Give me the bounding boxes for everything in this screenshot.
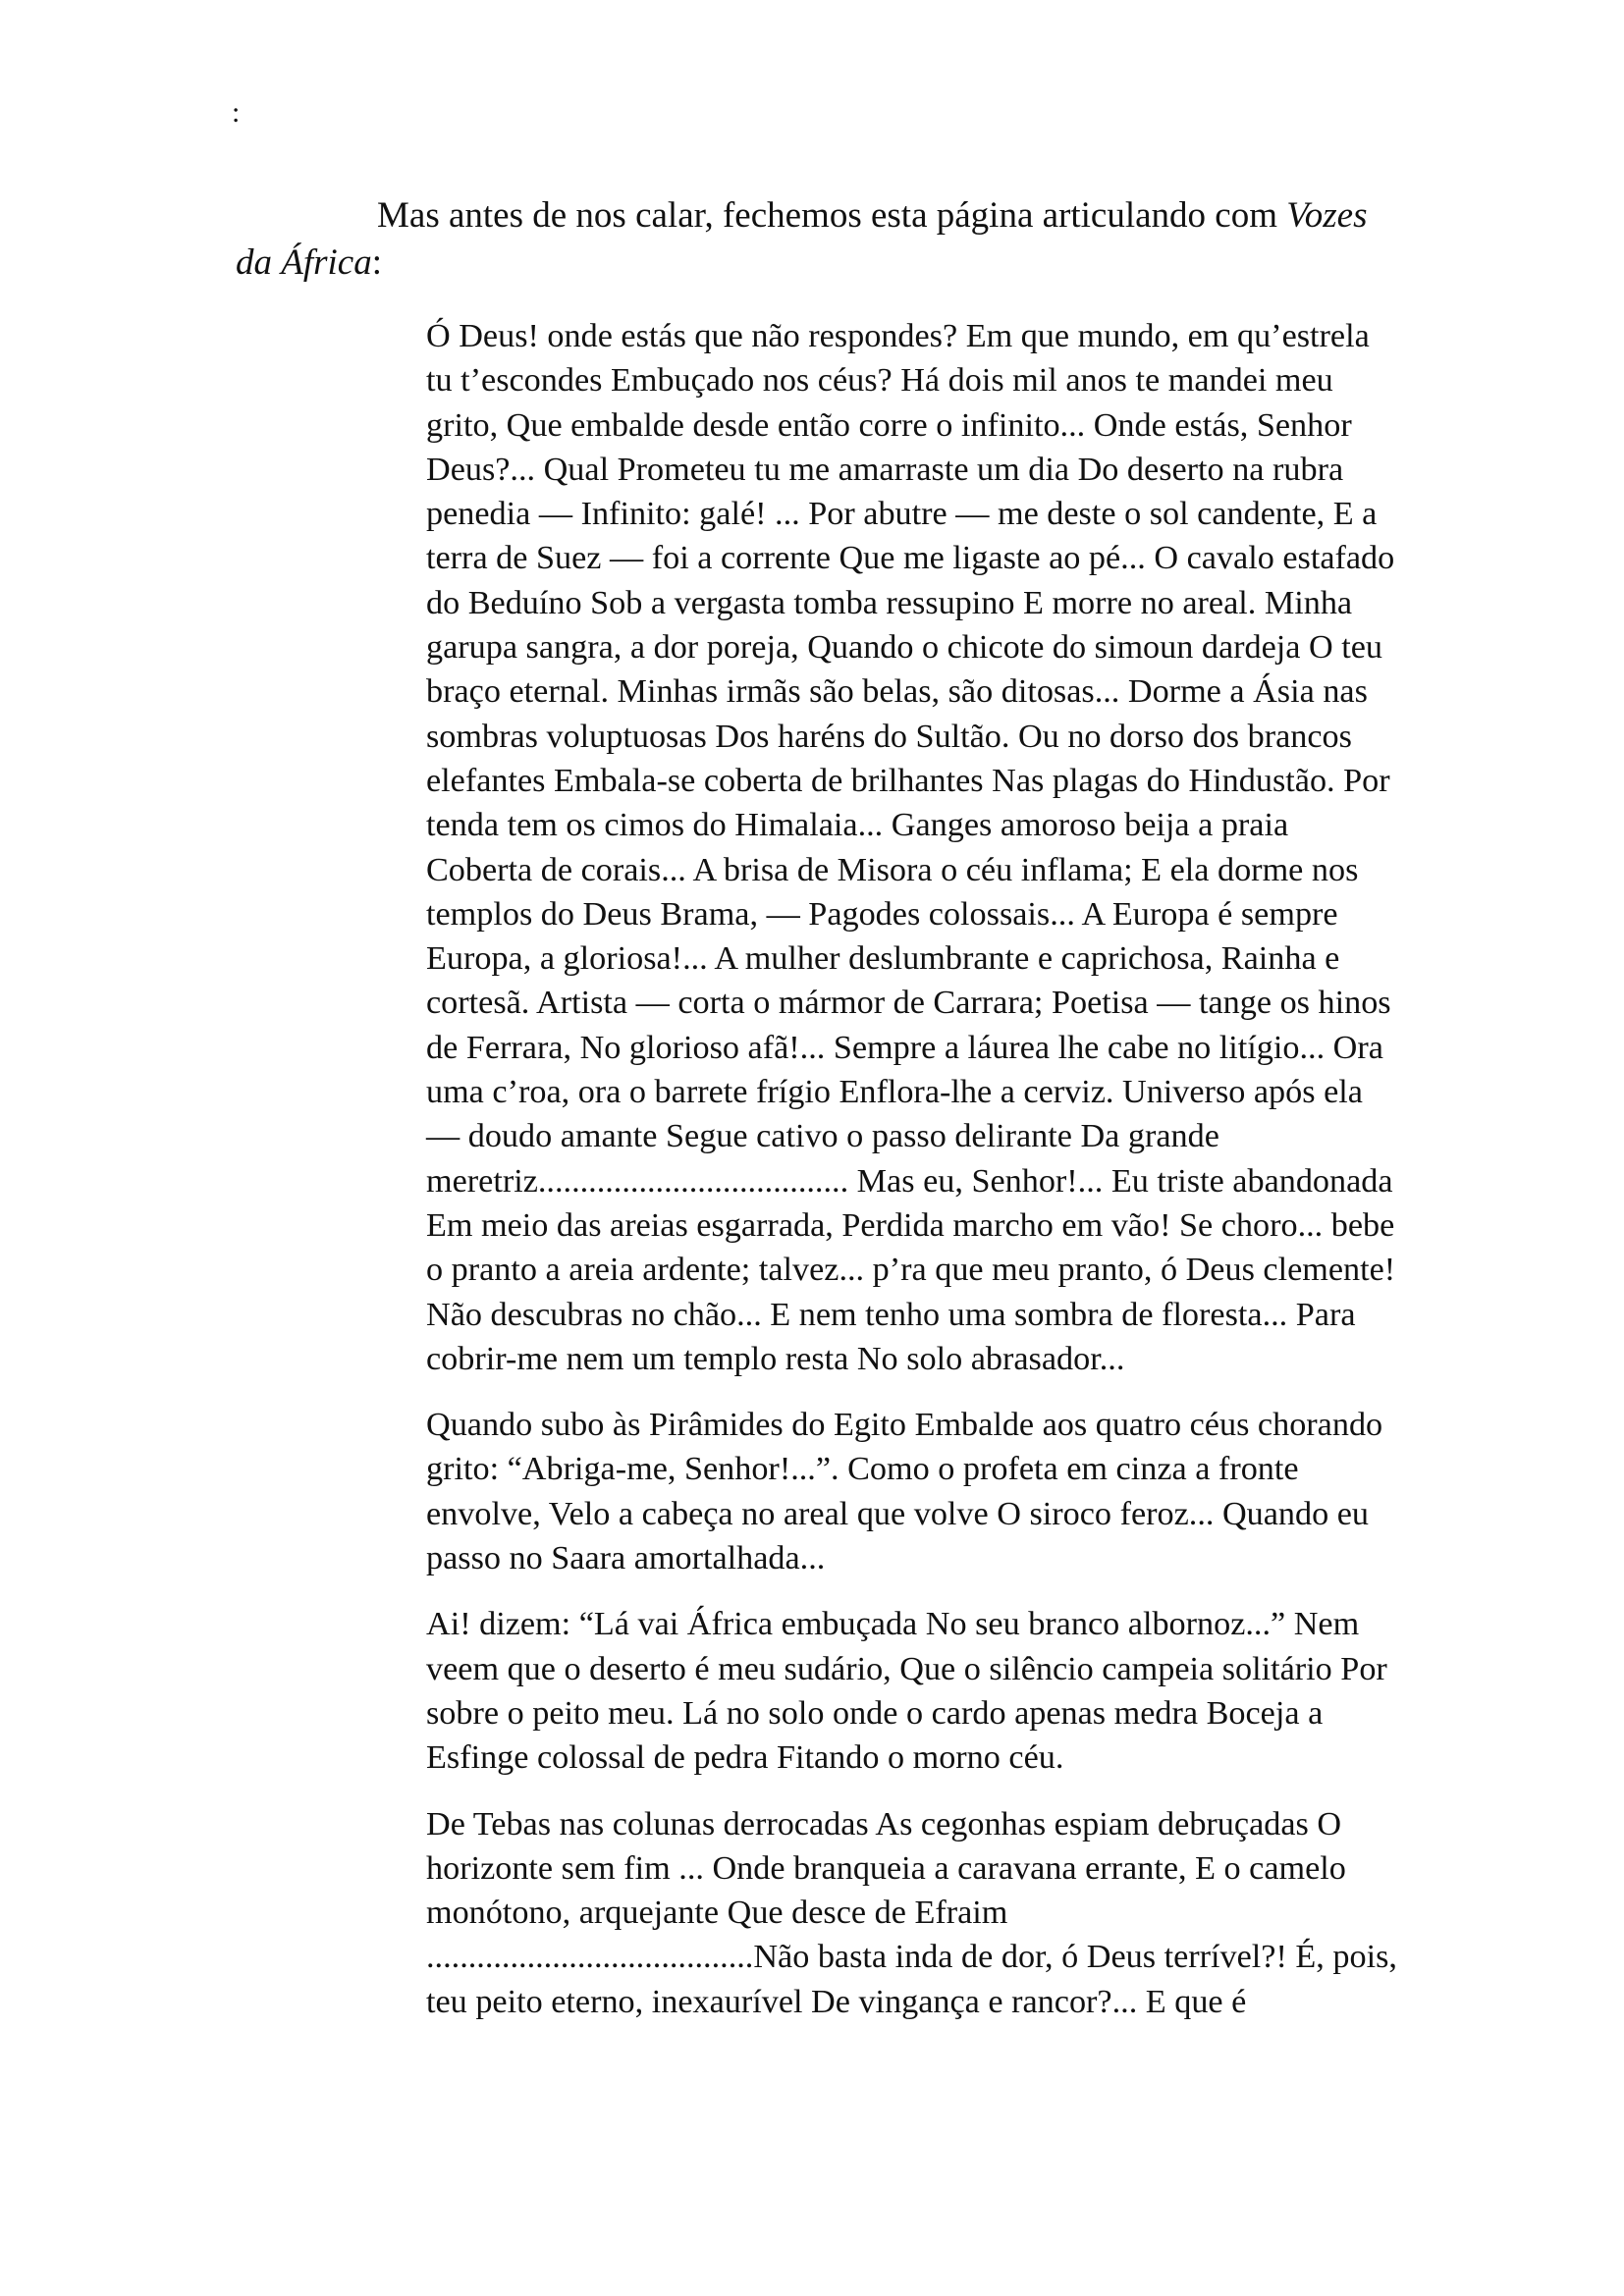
block-quote: [426, 314, 1398, 2046]
quote-paragraph-3: Ai! dizem: “Lá vai África embuçada No seu branco albornoz...” Nem veem que o deserto é meu sudário, Que o silêncio campeia solitário Por sobre o peito meu. Lá no solo onde o cardo apenas medra Boceja a Esfinge colossal de pedra Fitando o morno céu.: [426, 1606, 1387, 1777]
page-marker: :: [232, 96, 241, 129]
poem-title: Vozes da África: [236, 195, 1368, 283]
intro-text: Mas antes de nos calar, fechemos esta página articulando com: [377, 195, 1287, 236]
quote-paragraph-4: De Tebas nas colunas derrocadas As cegonhas espiam debruçadas O horizonte sem fim ... Onde branqueia a caravana errante, E o camelo monótono, arquejante Que desce de Efraim .......................................Não basta inda de dor, ó Deus terrível?! É, pois, teu peito eterno, inexaurível De vingança e rancor?... E que é: [426, 1805, 1397, 2020]
intro-paragraph: [236, 192, 1375, 287]
quote-paragraph-1: Ó Deus! onde estás que não respondes? Em que mundo, em qu’estrela tu t’escondes Embuçado nos céus? Há dois mil anos te mandei meu grito, Que embalde desde então corre o infinito... Onde estás, Senhor Deus?... Qual Prometeu tu me amarraste um dia Do deserto na rubra penedia — Infinito: galé! ... Por abutre — me deste o sol candente, E a terra de Suez — foi a corrente Que me ligaste ao pé... O cavalo estafado do Beduíno Sob a vergasta tomba ressupino E morre no areal. Minha garupa sangra, a dor poreja, Quando o chicote do simoun dardeja O teu braço eternal. Minhas irmãs são belas, são ditosas... Dorme a Ásia nas sombras voluptuosas Dos haréns do Sultão. Ou no dorso dos brancos elefantes Embala-se coberta de brilhantes Nas plagas do Hindustão. Por tenda tem os cimos do Himalaia... Ganges amoroso beija a praia Coberta de corais... A brisa de Misora o céu inflama; E ela dorme nos templos do Deus Brama, — Pagodes colossais... A Europa é sempre Europa, a gloriosa!... A mulher deslumbrante e caprichosa, Rainha e cortesã. Artista — corta o mármor de Carrara; Poetisa — tange os hinos de Ferrara, No glorioso afã!... Sempre a láurea lhe cabe no litígio... Ora uma c’roa, ora o barrete frígio Enflora-lhe a cerviz. Universo após ela — doudo amante Segue cativo o passo delirante Da grande meretriz..................................... Mas eu, Senhor!... Eu triste abandonada Em meio das areias esgarrada, Perdida marcho em vão! Se choro... bebe o pranto a areia ardente; talvez... p’ra que meu pranto, ó Deus clemente! Não descubras no chão... E nem tenho uma sombra de floresta... Para cobrir-me nem um templo resta No solo abrasador...: [426, 318, 1396, 1377]
quote-paragraph-2: Quando subo às Pirâmides do Egito Embalde aos quatro céus chorando grito: “Abriga-me, Senhor!...”. Como o profeta em cinza a fronte envolve, Velo a cabeça no areal que volve O siroco feroz... Quando eu passo no Saara amortalhada...: [426, 1407, 1383, 1577]
intro-colon: :: [371, 242, 383, 283]
